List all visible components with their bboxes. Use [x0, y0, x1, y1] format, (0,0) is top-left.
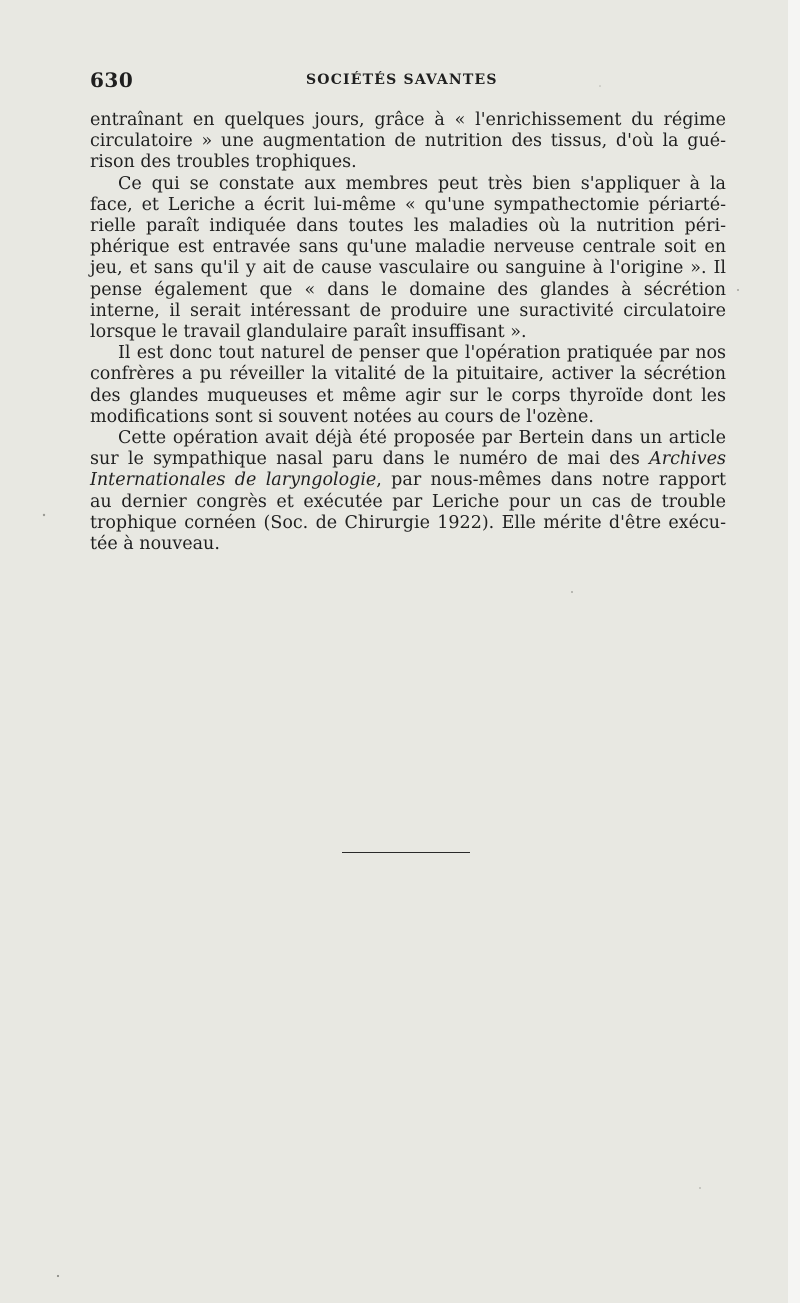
paragraph-1: entraînant en quelques jours, grâce à « l'enrichissement du régime circulatoire » une augmentation de nutrition des tissus, d'où la guérison des troubles trophiques.: [90, 110, 726, 173]
paragraph-4: [90, 428, 726, 555]
article-body: [90, 110, 726, 555]
paragraph-4-text-end: , par nous-mêmes dans notre rapport au dernier congrès et exécutée par Leriche pour un cas de trouble trophique cornéen (Soc. de Chirurgie 1922). Elle mérite d'être exécutée à nouveau.: [90, 470, 726, 555]
page-header: [90, 68, 730, 94]
page-edge: [788, 0, 800, 1303]
running-title: SOCIÉTÉS SAVANTES: [306, 72, 498, 88]
paragraph-2: Ce qui se constate aux membres peut très bien s'appliquer à la face, et Leriche a écrit lui-même « qu'une sympathectomie périartérielle paraît indiquée dans toutes les maladies où la nutrition périphérique est entravée sans qu'une maladie nerveuse centrale soit en jeu, et sans qu'il y ait de cause vasculaire ou sanguine à l'origine ». Il pense également que « dans le domaine des glandes à sécrétion interne, il serait intéressant de produire une suractivité circulatoire lorsque le travail glandulaire paraît insuffisant ».: [90, 173, 726, 343]
paragraph-3: Il est donc tout naturel de penser que l'opération pratiquée par nos confrères a pu réveiller la vitalité de la pituitaire, activer la sécrétion des glandes muqueuses et même agir sur le corps thyroïde dont les modifications sont si souvent notées au cours de l'ozène.: [90, 343, 726, 427]
page-number: 630: [90, 68, 134, 92]
paragraph-4-text-start: Cette opération avait déjà été proposée par Bertein dans un article sur le sympathique nasal paru dans le numéro de mai des: [90, 428, 726, 470]
section-end-rule: [342, 852, 470, 853]
journal-title: Archives Internationales de laryngologie: [90, 449, 726, 491]
